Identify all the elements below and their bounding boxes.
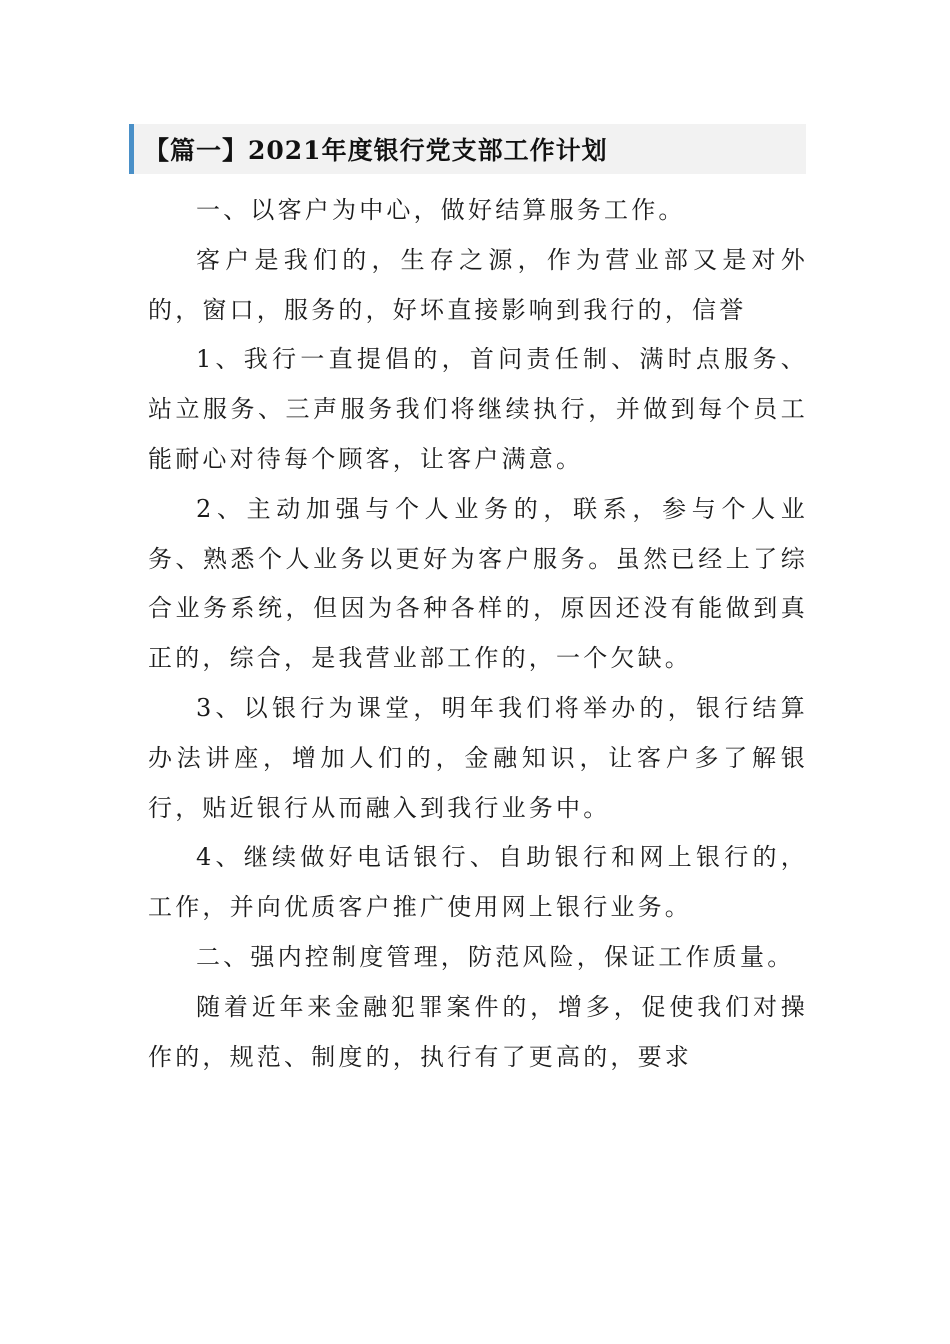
paragraph-item-2: 2、主动加强与个人业务的，联系，参与个人业务、熟悉个人业务以更好为客户服务。虽然已经上了综合业务系统，但因为各种各样的，原因还没有能做到真正的，综合，是我营业部工作的，一个欠缺。 [148,494,808,673]
paragraph-customer-intro: 客户是我们的，生存之源，作为营业部又是对外的，窗口，服务的，好坏直接影响到我行的，信誉 [148,245,808,324]
paragraph-risk-intro: 随着近年来金融犯罪案件的，增多，促使我们对操作的，规范、制度的，执行有了更高的，要求 [148,992,808,1071]
paragraph-item-3: 3、以银行为课堂，明年我们将举办的，银行结算办法讲座，增加人们的，金融知识，让客户多了解银行，贴近银行从而融入到我行业务中。 [148,693,808,822]
paragraph-section-one-title: 一、以客户为中心，做好结算服务工作。 [196,196,686,224]
paragraph-item-4: 4、继续做好电话银行、自助银行和网上银行的，工作，并向优质客户推广使用网上银行业务。 [148,843,808,922]
paragraph-item-1: 1、我行一直提倡的，首问责任制、满时点服务、站立服务、三声服务我们将继续执行，并做到每个员工能耐心对待每个顾客，让客户满意。 [148,345,808,473]
heading-title: 【篇一】2021年度银行党支部工作计划 [144,136,608,165]
section-heading [129,124,806,174]
document-body [148,186,808,1082]
paragraph-section-two-title: 二、强内控制度管理，防范风险，保证工作质量。 [196,942,795,971]
